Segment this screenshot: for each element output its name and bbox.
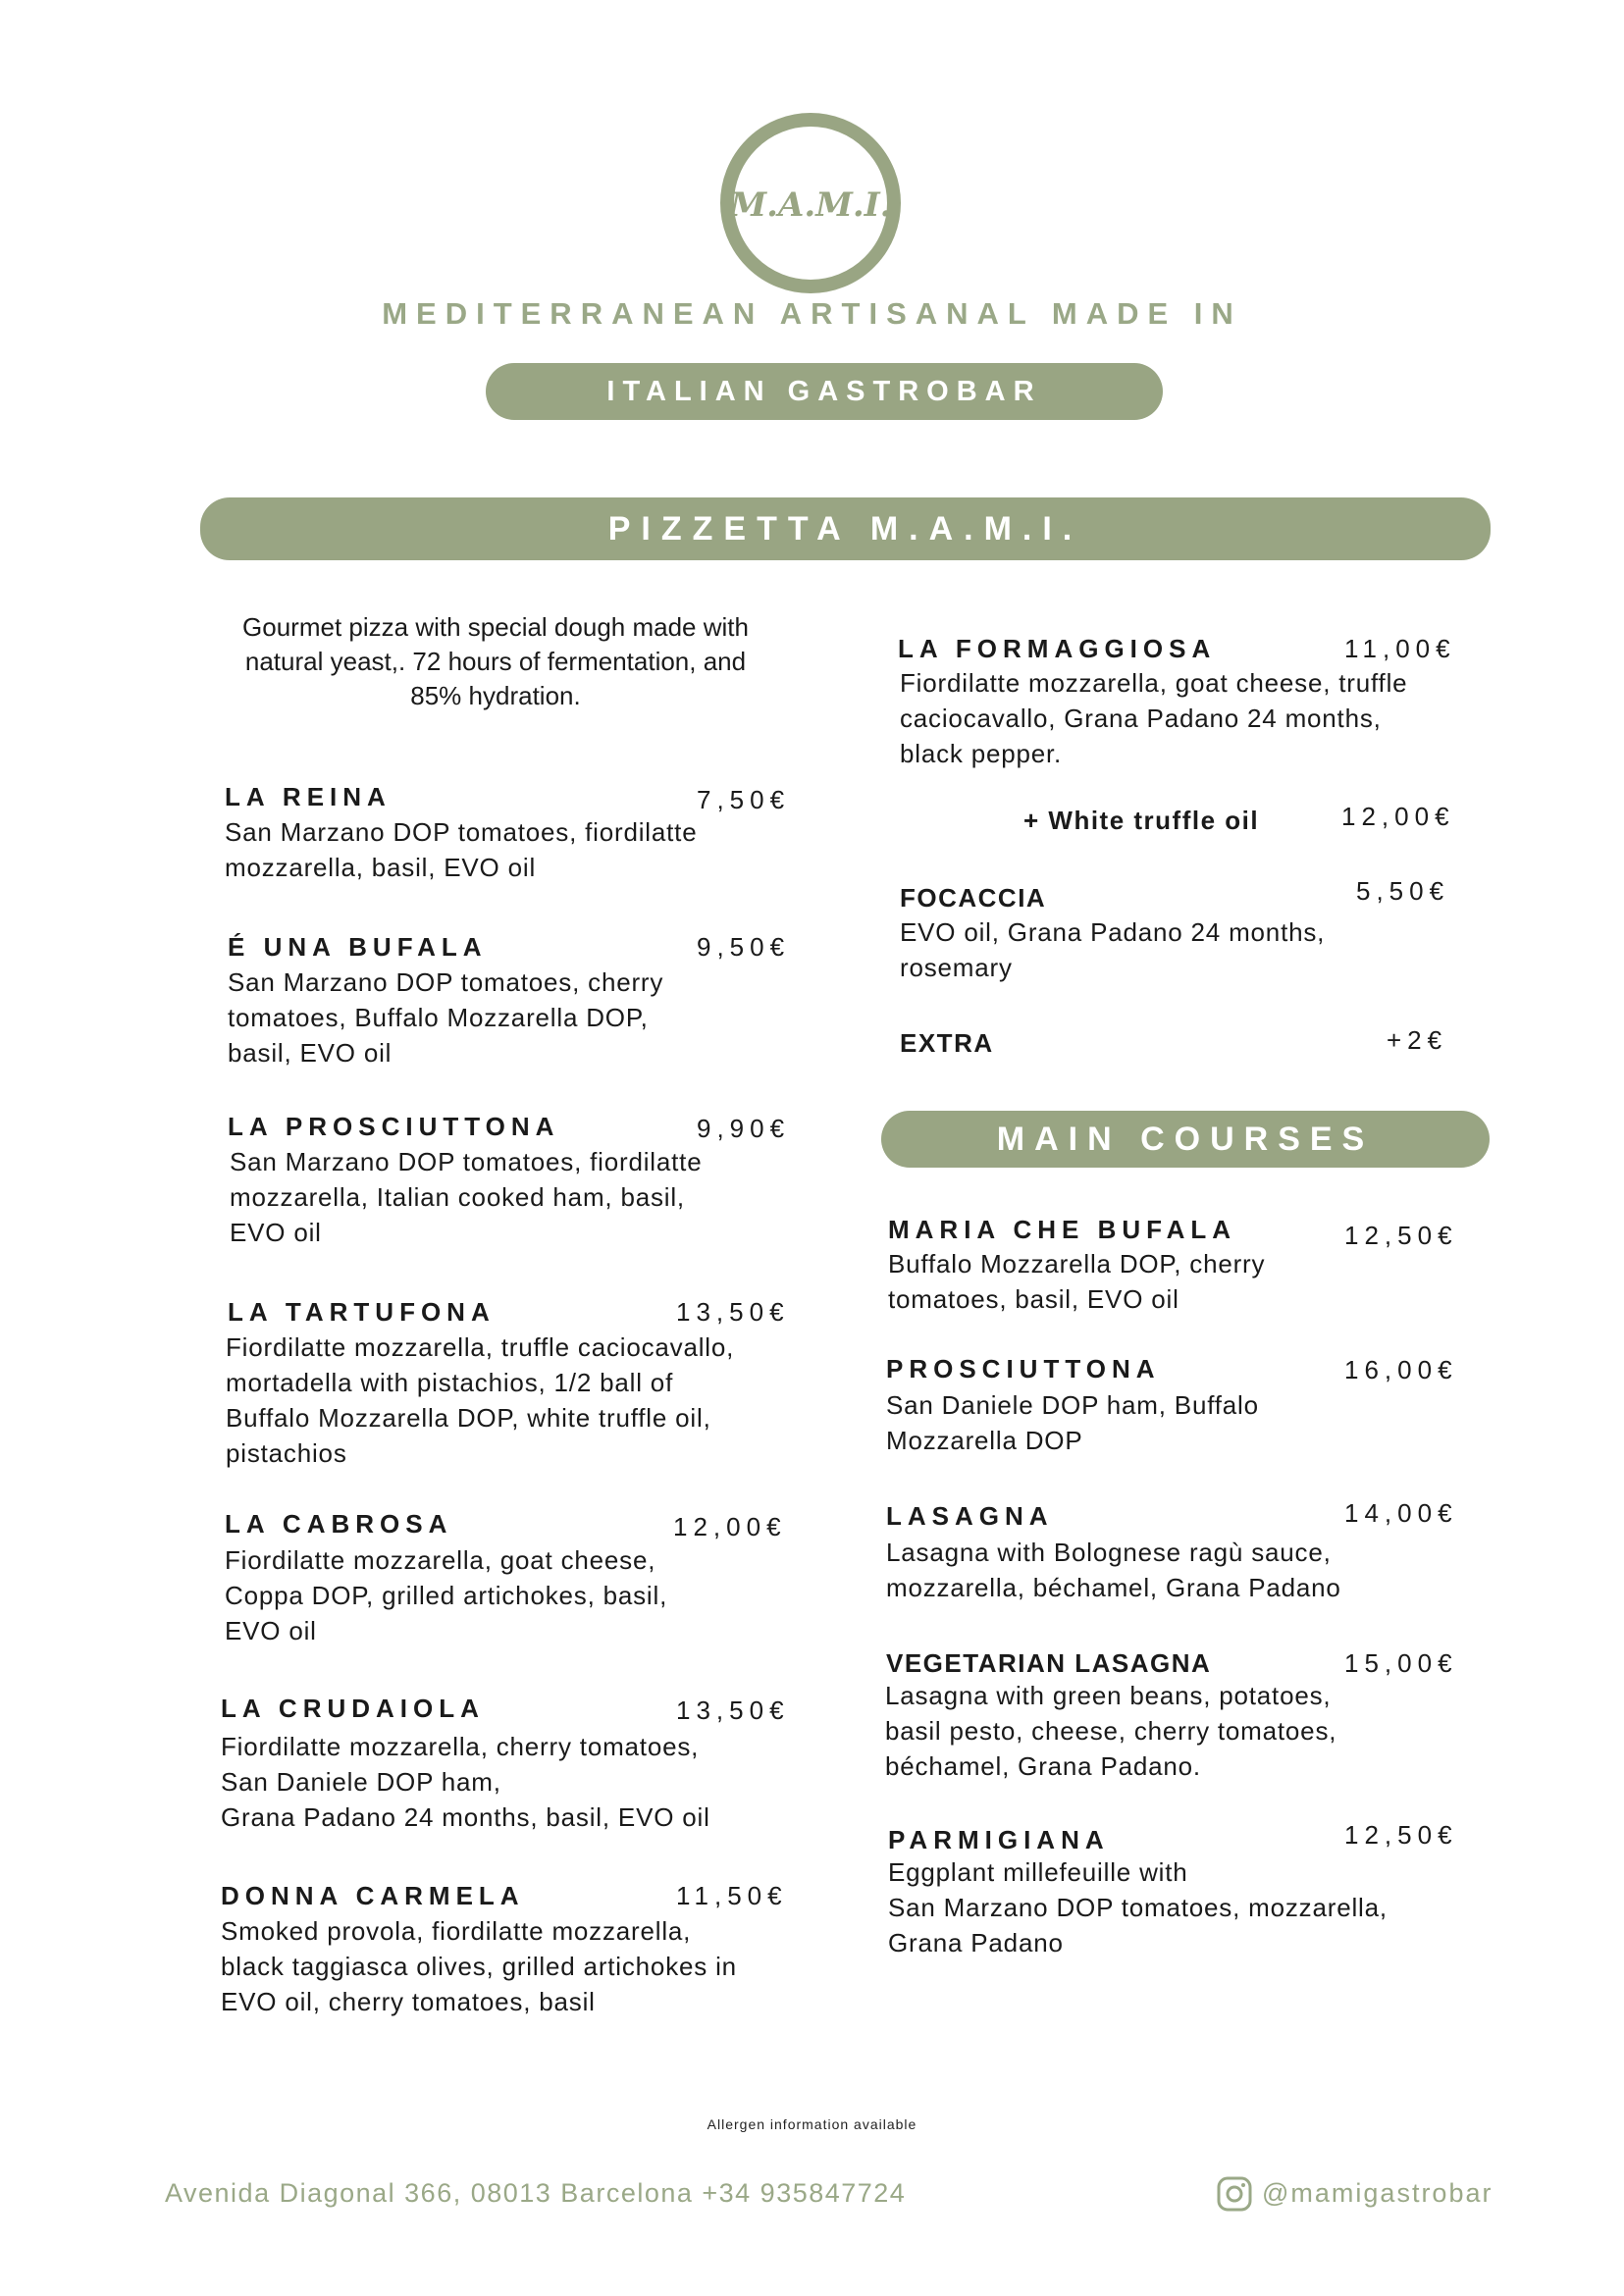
menu-item-desc: San Daniele DOP ham, Buffalo Mozzarella DOP (886, 1390, 1259, 1455)
menu-item-desc: Lasagna with green beans, potatoes, basil pesto, cheese, cherry tomatoes, béchamel, Grana Padano. (885, 1681, 1337, 1781)
menu-item-price: 12,00€ (673, 1512, 787, 1541)
menu-item-price: 5,50€ (1356, 876, 1450, 906)
menu-item-price: 15,00€ (1344, 1648, 1458, 1678)
menu-item-name: PARMIGIANA (888, 1825, 1110, 1854)
pizzetta-intro: Gourmet pizza with special dough made with natural yeast,. 72 hours of fermentation, and 85% hydration. (242, 612, 749, 710)
menu-item-price: 12,50€ (1344, 1221, 1458, 1250)
menu-item-desc: Smoked provola, fiordilatte mozzarella, black taggiasca olives, grilled artichokes in EVO oil, cherry tomatoes, basil (221, 1916, 737, 2016)
menu-item-name: LA PROSCIUTTONA (228, 1112, 560, 1141)
menu-item-desc: San Marzano DOP tomatoes, fiordilatte mozzarella, basil, EVO oil (225, 817, 698, 882)
menu-item-name: + White truffle oil (1023, 806, 1260, 835)
menu-item-name: É UNA BUFALA (228, 932, 488, 962)
menu-item-name: FOCACCIA (900, 883, 1047, 913)
menu-item-name: LA CABROSA (225, 1509, 453, 1539)
menu-item-price: 7,50€ (697, 785, 791, 814)
menu-item-name: VEGETARIAN LASAGNA (886, 1648, 1212, 1678)
menu-item-desc: Buffalo Mozzarella DOP, cherry tomatoes, basil, EVO oil (888, 1249, 1266, 1314)
menu-item-name: DONNA CARMELA (221, 1881, 525, 1910)
menu-item-price: 12,50€ (1344, 1820, 1458, 1850)
menu-item-name: MARIA CHE BUFALA (888, 1215, 1237, 1244)
menu-item-price: 16,00€ (1344, 1355, 1458, 1384)
menu-item-price: 11,00€ (1344, 634, 1456, 663)
instagram-handle[interactable]: @mamigastrobar (1262, 2178, 1493, 2208)
logo-text: M.A.M.I. (729, 185, 892, 225)
menu-item-name: PROSCIUTTONA (886, 1354, 1161, 1383)
menu-item-price: 9,50€ (697, 932, 791, 962)
menu-item-price: +2€ (1387, 1025, 1448, 1055)
menu-item-desc: Fiordilatte mozzarella, truffle caciocavallo, mortadella with pistachios, 1/2 ball of Buffalo Mozzarella DOP, white truffle oil, pistachios (226, 1332, 735, 1468)
mami-logo (717, 110, 904, 296)
address: Avenida Diagonal 366, 08013 Barcelona +34 935847724 (165, 2178, 907, 2208)
instagram-icon[interactable] (1217, 2176, 1252, 2212)
menu-item-price: 11,50€ (676, 1881, 788, 1910)
menu-item-desc: EVO oil, Grana Padano 24 months, rosemary (900, 917, 1326, 982)
menu-item-desc: Fiordilatte mozzarella, cherry tomatoes, San Daniele DOP ham, Grana Padano 24 months, basil, EVO oil (221, 1732, 710, 1832)
tagline: MEDITERRANEAN ARTISANAL MADE IN (382, 296, 1242, 331)
menu-item-name: LA CRUDAIOLA (221, 1694, 485, 1723)
menu-item-price: 14,00€ (1344, 1498, 1458, 1528)
menu-item-price: 13,50€ (676, 1297, 790, 1327)
menu-item-name: EXTRA (900, 1028, 994, 1058)
menu-item-desc: Eggplant millefeuille with San Marzano DOP tomatoes, mozzarella, Grana Padano (888, 1857, 1388, 1957)
menu-item-price: 9,90€ (697, 1114, 791, 1143)
menu-item-price: 12,00€ (1341, 802, 1455, 831)
menu-item-name: LA REINA (225, 782, 392, 811)
allergen-note: Allergen information available (707, 2116, 917, 2132)
menu-item-name: LA TARTUFONA (228, 1297, 496, 1327)
menu-item-desc: San Marzano DOP tomatoes, fiordilatte mozzarella, Italian cooked ham, basil, EVO oil (230, 1147, 703, 1247)
menu-item-desc: Fiordilatte mozzarella, goat cheese, Coppa DOP, grilled artichokes, basil, EVO oil (225, 1545, 668, 1645)
subtitle-banner: ITALIAN GASTROBAR (486, 363, 1163, 420)
menu-item-price: 13,50€ (676, 1696, 790, 1725)
menu-item-name: LASAGNA (886, 1501, 1054, 1531)
menu-item-desc: San Marzano DOP tomatoes, cherry tomatoes, Buffalo Mozzarella DOP, basil, EVO oil (228, 967, 664, 1068)
menu-item-desc: Lasagna with Bolognese ragù sauce, mozzarella, béchamel, Grana Padano (886, 1538, 1341, 1602)
menu-item-desc: Fiordilatte mozzarella, goat cheese, truffle caciocavallo, Grana Padano 24 months, black pepper. (900, 668, 1408, 768)
menu-item-name: LA FORMAGGIOSA (898, 634, 1217, 663)
section-title-pizzetta: PIZZETTA M.A.M.I. (200, 497, 1491, 560)
section-title-main-courses: MAIN COURSES (881, 1111, 1490, 1168)
